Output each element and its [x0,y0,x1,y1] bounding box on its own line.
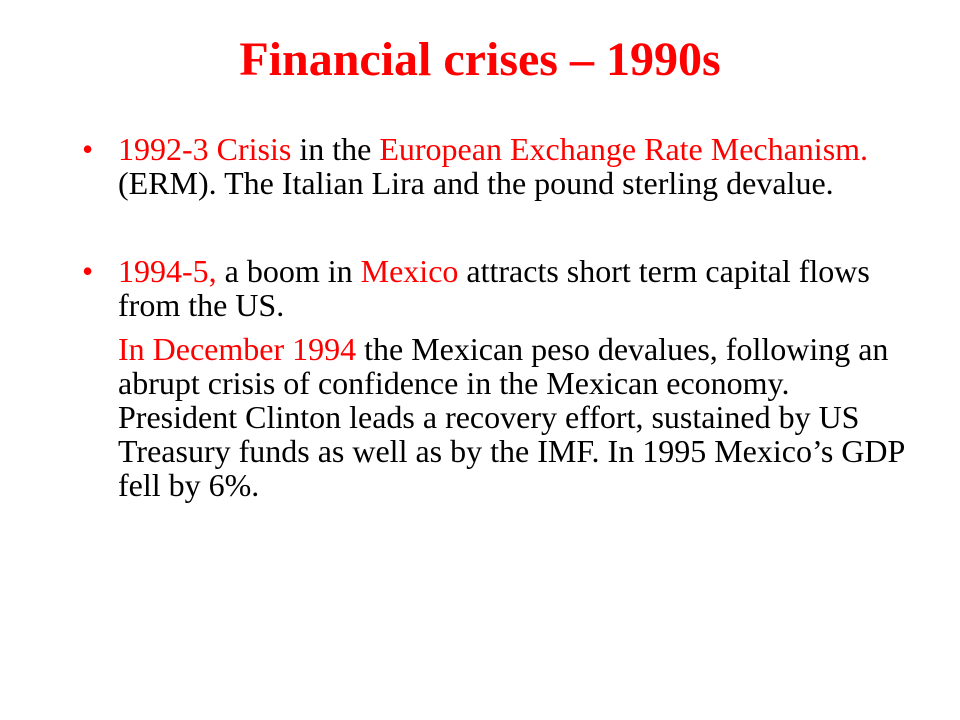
bullet-dot-icon: • [82,131,94,167]
bullet-dot-icon: • [82,253,94,289]
slide-title: Financial crises – 1990s [239,33,721,86]
paragraph-peso-devaluation [82,332,912,502]
highlight-year-range: 1992-3 Crisis [118,131,292,167]
bullet-text: a boom in [216,253,361,289]
highlight-erm: European Exchange Rate Mechanism. [379,131,869,167]
bullet-text: in the [291,131,380,167]
bullet-erm-crisis [82,132,912,200]
highlight-mexico: Mexico [360,253,459,289]
bullet-list [82,132,912,502]
bullet-text: attracts short term capital flows from the US. [118,253,870,323]
bullet-mexico-boom [82,254,912,322]
highlight-year-range: 1994-5, [118,253,217,289]
highlight-date: In December 1994 [118,331,357,367]
bullet-text: (ERM). The Italian Lira and the pound sterling devalue. [118,165,834,201]
paragraph-text: the Mexican peso devalues, following an abrupt crisis of confidence in the Mexican economy. President Clinton leads a recovery effort, sustained by US Treasury funds as well as by the IMF. In 1995 Mexico’s GDP fell by 6%. [118,331,905,503]
